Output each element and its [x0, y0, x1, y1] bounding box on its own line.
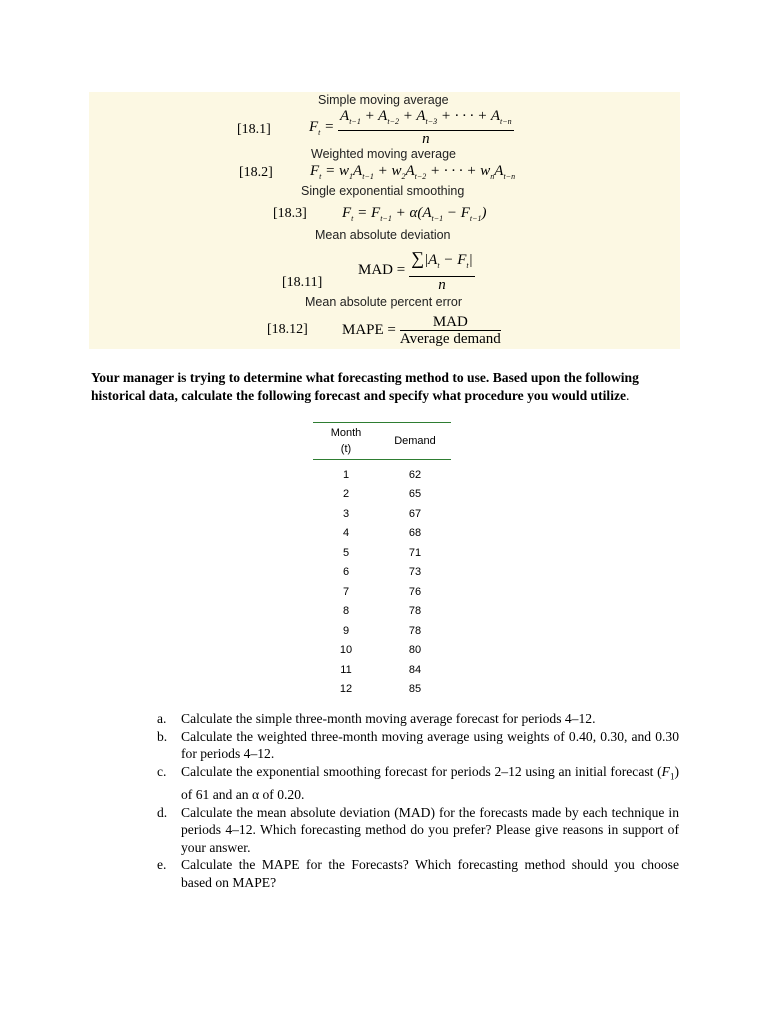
month-cell: 3: [342, 507, 350, 520]
question-label: c.: [157, 763, 167, 779]
mape-title: Mean absolute percent error: [305, 295, 463, 309]
question-label: a.: [157, 711, 167, 726]
mape-numerator: MAD: [400, 314, 501, 331]
table-row: [313, 660, 451, 680]
sma-number: [18.1]: [237, 122, 271, 137]
demand-cell: 85: [408, 683, 422, 696]
month-cell: 5: [342, 546, 350, 559]
mad-formula: MAD = $\frac{\sum|A_t - F_t|}{n}$: [358, 248, 473, 293]
month-cell: 10: [339, 644, 353, 657]
month-cell: 1: [342, 468, 350, 481]
mape-number: [18.12]: [267, 322, 308, 337]
wma-formula: $F_t = w_1A_{t-1} + w_2A_{t-2}$ + · · · + $w_nA_{t-n}$: [310, 163, 516, 181]
table-row: [313, 621, 451, 641]
mape-label: MAPE =: [342, 322, 396, 338]
question-text: Your manager is trying to determine what forecasting method to use. Based upon the following historical data, calculate the following forecast and specify what procedure you would utilize: [91, 370, 639, 403]
header-month: [313, 423, 379, 460]
demand-cell: 78: [408, 605, 422, 618]
demand-cell: 65: [408, 488, 422, 501]
question-text: Calculate the mean absolute deviation (MAD) for the forecasts made by each technique in periods 4–12. Which forecasting method do you prefer? Please give reasons in support of your answer.: [181, 804, 679, 855]
month-cell: 4: [342, 527, 350, 540]
question-text: Calculate the simple three-month moving average forecast for periods 4–12.: [181, 711, 596, 726]
header-month-label: Month: [330, 427, 362, 439]
table-row: [313, 563, 451, 583]
ses-formula: $F_t = F_{t-1} + \alpha(A_{t-1} - F_{t-1})$: [342, 205, 487, 223]
question-label: d.: [157, 804, 168, 820]
forecast-symbol: F: [661, 763, 670, 779]
demand-cell: 76: [408, 585, 422, 598]
header-demand: Demand: [379, 423, 451, 460]
table-row: [313, 641, 451, 661]
demand-cell: 73: [408, 566, 422, 579]
demand-cell: 71: [408, 546, 422, 559]
ses-number: [18.3]: [273, 206, 307, 221]
question-item-a: [157, 710, 679, 728]
sma-title: Simple moving average: [318, 93, 449, 107]
demand-table: [313, 422, 451, 699]
month-cell: 9: [342, 624, 350, 637]
demand-cell: 68: [408, 527, 422, 540]
demand-cell: 84: [408, 663, 422, 676]
demand-cell: 67: [408, 507, 422, 520]
table-row: [313, 524, 451, 544]
sma-formula: $F_t$ = $\frac{A_{t-1} + A_{t-2} + A_{t-3} + \cdot \cdot \cdot + A_{t-n}}{n}$: [309, 108, 512, 147]
question-item-b: [157, 728, 679, 763]
wma-number: [18.2]: [239, 165, 273, 180]
table-row: [313, 485, 451, 505]
question-text-after: ) of 61 and an α of 0.20.: [181, 763, 679, 803]
ses-title: Single exponential smoothing: [301, 184, 465, 198]
question-text: [181, 763, 679, 804]
mad-number: [18.11]: [282, 275, 323, 290]
question-label: b.: [157, 728, 168, 744]
month-cell: 6: [342, 566, 350, 579]
wma-title: Weighted moving average: [311, 147, 456, 161]
question-period: .: [626, 387, 630, 403]
question-paragraph: [91, 369, 681, 404]
month-cell: 8: [342, 605, 350, 618]
question-item-d: [157, 804, 679, 857]
question-text-before: Calculate the exponential smoothing forecast for periods 2–12 using an initial forecast (: [181, 763, 662, 779]
month-cell: 12: [339, 683, 353, 696]
question-text: Calculate the MAPE for the Forecasts? Which forecasting method should you choose based on MAPE?: [181, 857, 679, 891]
question-item-e: [157, 856, 679, 891]
mape-formula: [342, 314, 501, 347]
demand-cell: 62: [408, 468, 422, 481]
table-row: [313, 460, 451, 485]
formula-box: [89, 92, 680, 349]
demand-cell: 80: [408, 644, 422, 657]
month-cell: 2: [342, 488, 350, 501]
question-list: [157, 710, 679, 892]
table-row: [313, 543, 451, 563]
demand-cell: 78: [408, 624, 422, 637]
table-row: [313, 504, 451, 524]
month-cell: 7: [342, 585, 350, 598]
forecast-subscript: 1: [669, 771, 675, 782]
table-header-row: [313, 423, 451, 460]
mape-denominator: Average demand: [399, 331, 501, 347]
question-label: e.: [157, 857, 167, 873]
mad-label: MAD =: [358, 262, 406, 278]
table-row: [313, 582, 451, 602]
mad-title: Mean absolute deviation: [315, 228, 451, 242]
month-cell: 11: [340, 663, 352, 676]
table-row: [313, 680, 451, 700]
table-body: [313, 460, 451, 700]
header-month-unit: (t): [340, 443, 352, 455]
table-row: [313, 602, 451, 622]
question-item-c: [157, 763, 679, 804]
question-text: Calculate the weighted three-month moving average using weights of 0.40, 0.30, and 0.30 for periods 4–12.: [181, 728, 679, 762]
